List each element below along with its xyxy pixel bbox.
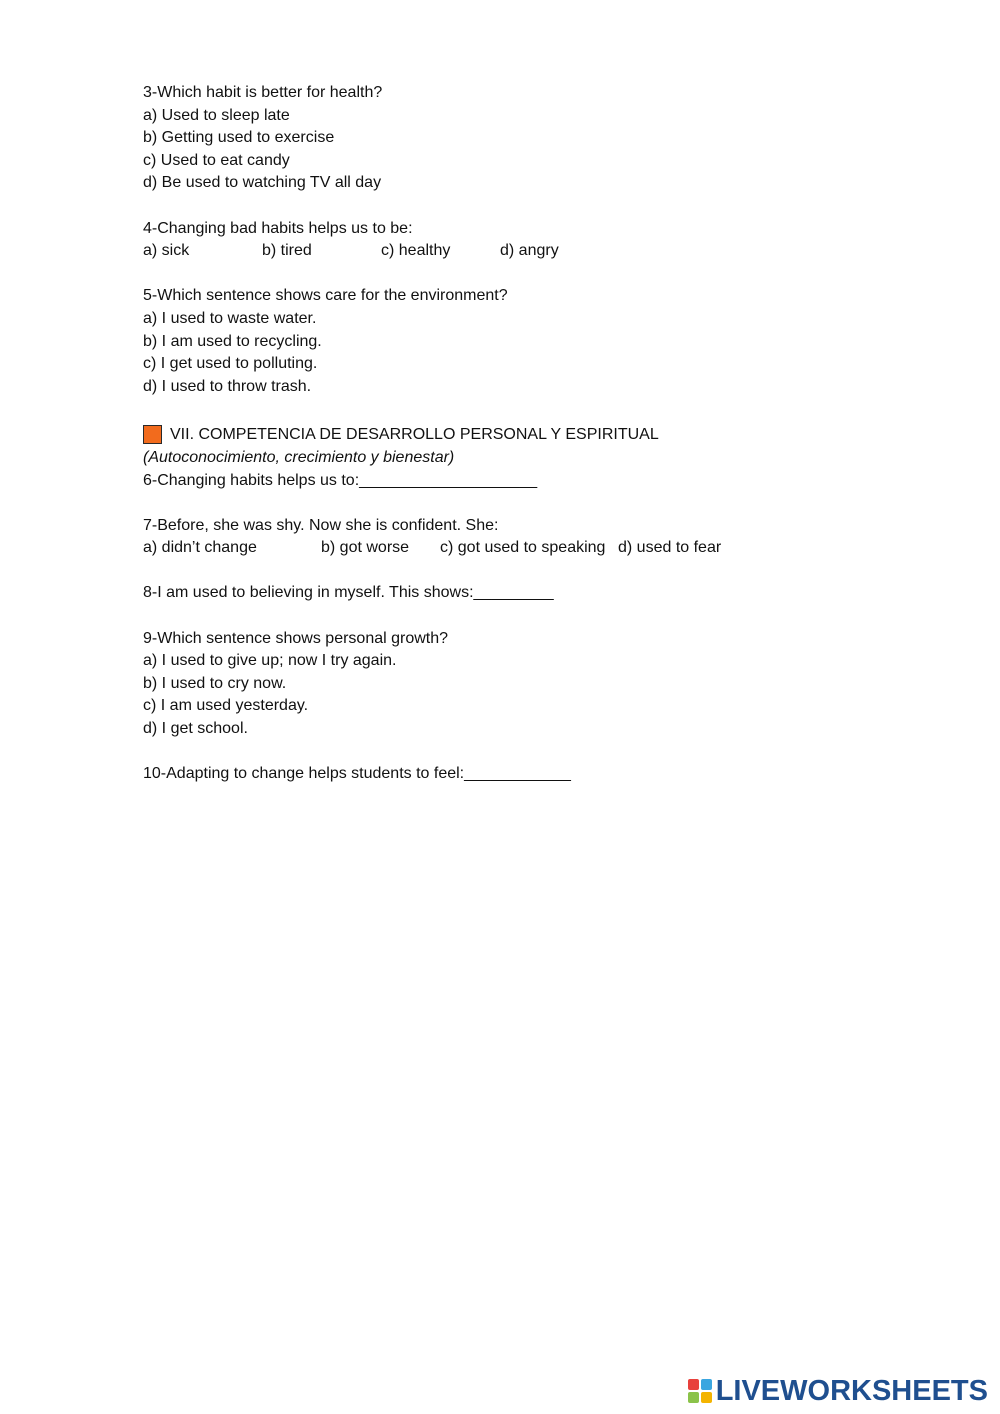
section-heading	[143, 423, 943, 447]
question-9: 9-Which sentence shows personal growth?	[143, 629, 449, 647]
q7-options	[143, 537, 943, 560]
question-10: 10-Adapting to change helps students to feel:____________	[143, 765, 571, 783]
question-5: 5-Which sentence shows care for the environment?	[143, 287, 508, 305]
q4-option-a: a) sick	[143, 242, 190, 260]
worksheet-content	[143, 82, 943, 786]
question-6: 6-Changing habits helps us to:____________________	[143, 471, 538, 489]
q9-option-b: b) I used to cry now.	[143, 674, 287, 692]
q4-option-d: d) angry	[500, 242, 559, 260]
q5-option-a: a) I used to waste water.	[143, 309, 317, 327]
q7-option-b: b) got worse	[321, 539, 410, 557]
question-7: 7-Before, she was shy. Now she is confident. She:	[143, 516, 499, 534]
q7-option-a: a) didn’t change	[143, 539, 257, 557]
q9-option-a: a) I used to give up; now I try again.	[143, 652, 397, 670]
q3-option-c: c) Used to eat candy	[143, 151, 290, 169]
question-8: 8-I am used to believing in myself. This shows:_________	[143, 584, 554, 602]
liveworksheets-logo-icon	[688, 1379, 712, 1403]
q3-option-a: a) Used to sleep late	[143, 106, 290, 124]
q5-option-b: b) I am used to recycling.	[143, 332, 322, 350]
liveworksheets-logo	[688, 1374, 988, 1408]
q3-option-d: d) Be used to watching TV all day	[143, 174, 382, 192]
q7-option-d: d) used to fear	[618, 539, 722, 557]
q5-option-c: c) I get used to polluting.	[143, 355, 318, 373]
section-title: VII. COMPETENCIA DE DESARROLLO PERSONAL Y ESPIRITUAL	[170, 425, 659, 443]
q3-option-b: b) Getting used to exercise	[143, 129, 335, 147]
q9-option-d: d) I get school.	[143, 720, 248, 738]
q5-option-d: d) I used to throw trash.	[143, 377, 312, 395]
q4-options	[143, 240, 943, 263]
q4-option-c: c) healthy	[381, 242, 451, 260]
q7-option-c: c) got used to speaking	[440, 539, 606, 557]
section-subtitle: (Autoconocimiento, crecimiento y bienestar)	[143, 448, 455, 466]
q4-option-b: b) tired	[262, 242, 312, 260]
orange-square-icon	[143, 425, 162, 444]
question-4: 4-Changing bad habits helps us to be:	[143, 219, 413, 237]
question-3: 3-Which habit is better for health?	[143, 84, 383, 101]
logo-text: LIVEWORKSHEETS	[715, 1374, 988, 1407]
q9-option-c: c) I am used yesterday.	[143, 697, 309, 715]
